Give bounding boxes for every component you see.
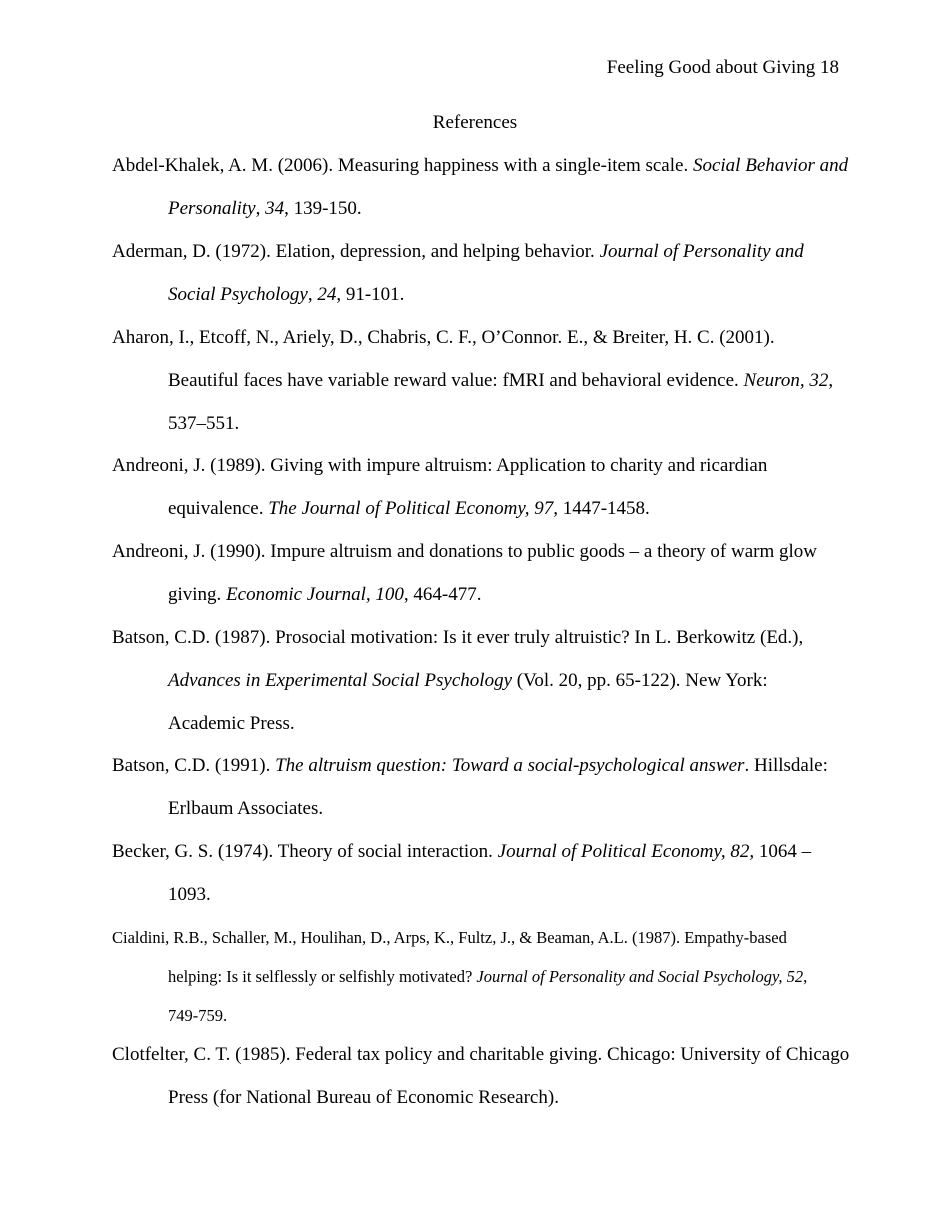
reference-journal: Economic Journal, 100: [226, 584, 404, 605]
reference-line: [112, 840, 840, 883]
reference-line: [112, 154, 849, 197]
reference-volume: 24: [317, 284, 337, 305]
reference-text: . Hillsdale:: [744, 755, 828, 776]
reference-journal: Social Psychology: [168, 284, 308, 305]
reference-book-title: The altruism question: Toward a social-psychological answer: [275, 755, 745, 776]
reference-line: [112, 965, 840, 1004]
reference-text: ,: [803, 967, 808, 986]
reference-publisher: Academic Press.: [168, 713, 295, 734]
reference-journal: The Journal of Political Economy, 97,: [268, 498, 558, 519]
reference-text: Batson, C.D. (1987). Prosocial motivation: Is it ever truly altruistic? In L. Berkowitz (Ed.),: [112, 627, 804, 648]
reference-text: Andreoni, J. (1989). Giving with impure altruism: Application to charity and ricardian: [112, 455, 768, 476]
reference-entry: [112, 754, 840, 840]
reference-text: Abdel-Khalek, A. M. (2006). Measuring happiness with a single-item scale.: [112, 155, 693, 176]
reference-line: [112, 197, 840, 240]
reference-text: giving.: [168, 584, 227, 605]
reference-line: [112, 583, 840, 626]
reference-pages: , 139-150.: [284, 198, 362, 219]
reference-text: helping: Is it selflessly or selfishly motivated?: [168, 967, 477, 986]
reference-journal: Neuron, 32: [743, 370, 829, 391]
reference-line: [112, 1043, 850, 1086]
reference-line: [112, 926, 840, 965]
reference-entry: [112, 154, 849, 240]
reference-line: [112, 754, 840, 797]
reference-journal: Journal of Political Economy, 82,: [497, 841, 755, 862]
reference-journal: Social Behavior and: [692, 155, 849, 176]
reference-journal: Journal of Personality and: [599, 241, 804, 262]
reference-line: [112, 797, 840, 840]
reference-text: ,: [255, 198, 266, 219]
reference-text: Batson, C.D. (1991).: [112, 755, 276, 776]
reference-line: [112, 240, 840, 283]
reference-line: [112, 369, 840, 412]
reference-pages: 1447-1458.: [557, 498, 650, 519]
reference-text: ,: [828, 370, 834, 391]
reference-text: equivalence.: [168, 498, 269, 519]
reference-text: (Vol. 20, pp. 65-122). New York:: [512, 670, 768, 691]
reference-entry: [112, 1043, 850, 1129]
reference-line: [112, 497, 840, 540]
reference-entry: [112, 454, 840, 540]
reference-journal: Journal of Personality and Social Psychology, 52: [476, 967, 804, 986]
reference-pages: , 91-101.: [336, 284, 405, 305]
reference-text: Aharon, I., Etcoff, N., Ariely, D., Chabris, C. F., O’Connor. E., & Breiter, H. C. (2001).: [112, 327, 775, 348]
reference-line: [112, 326, 840, 369]
reference-line: [112, 1086, 840, 1129]
reference-text: ,: [307, 284, 318, 305]
reference-line: [112, 712, 840, 755]
reference-publisher: Erlbaum Associates.: [168, 798, 324, 819]
reference-pages: 537–551.: [168, 413, 240, 434]
reference-text: Andreoni, J. (1990). Impure altruism and donations to public goods – a theory of warm glow: [112, 541, 817, 562]
reference-line: [112, 626, 840, 669]
reference-text: Aderman, D. (1972). Elation, depression, and helping behavior.: [112, 241, 600, 262]
reference-entry: [112, 926, 840, 1043]
reference-line: [112, 454, 840, 497]
reference-pages: , 464-477.: [403, 584, 482, 605]
reference-text: Beautiful faces have variable reward value: fMRI and behavioral evidence.: [168, 370, 744, 391]
reference-volume: 34: [265, 198, 285, 219]
reference-line: [112, 540, 840, 583]
reference-pages: 749-759.: [168, 1006, 228, 1025]
reference-line: [112, 669, 840, 712]
running-head: Feeling Good about Giving 18: [606, 57, 839, 78]
reference-text: Clotfelter, C. T. (1985). Federal tax policy and charitable giving. Chicago: University of Chicago: [112, 1044, 850, 1065]
reference-entry: [112, 840, 840, 926]
reference-entry: [112, 326, 840, 455]
reference-line: [112, 412, 840, 455]
reference-line: [112, 1004, 840, 1043]
reference-pages: 1064 –: [754, 841, 812, 862]
reference-text: Cialdini, R.B., Schaller, M., Houlihan, D., Arps, K., Fultz, J., & Beaman, A.L. (1987). Empathy-based: [112, 928, 787, 947]
reference-journal: Personality: [168, 198, 256, 219]
reference-line: [112, 283, 840, 326]
references-heading: References: [432, 112, 518, 133]
reference-publisher: Press (for National Bureau of Economic Research).: [168, 1087, 559, 1108]
reference-text: Becker, G. S. (1974). Theory of social interaction.: [112, 841, 498, 862]
reference-entry: [112, 540, 840, 626]
reference-entry: [112, 626, 840, 755]
reference-pages: 1093.: [168, 884, 211, 905]
reference-line: [112, 883, 840, 926]
reference-entry: [112, 240, 840, 326]
reference-book-title: Advances in Experimental Social Psychology: [168, 670, 513, 691]
